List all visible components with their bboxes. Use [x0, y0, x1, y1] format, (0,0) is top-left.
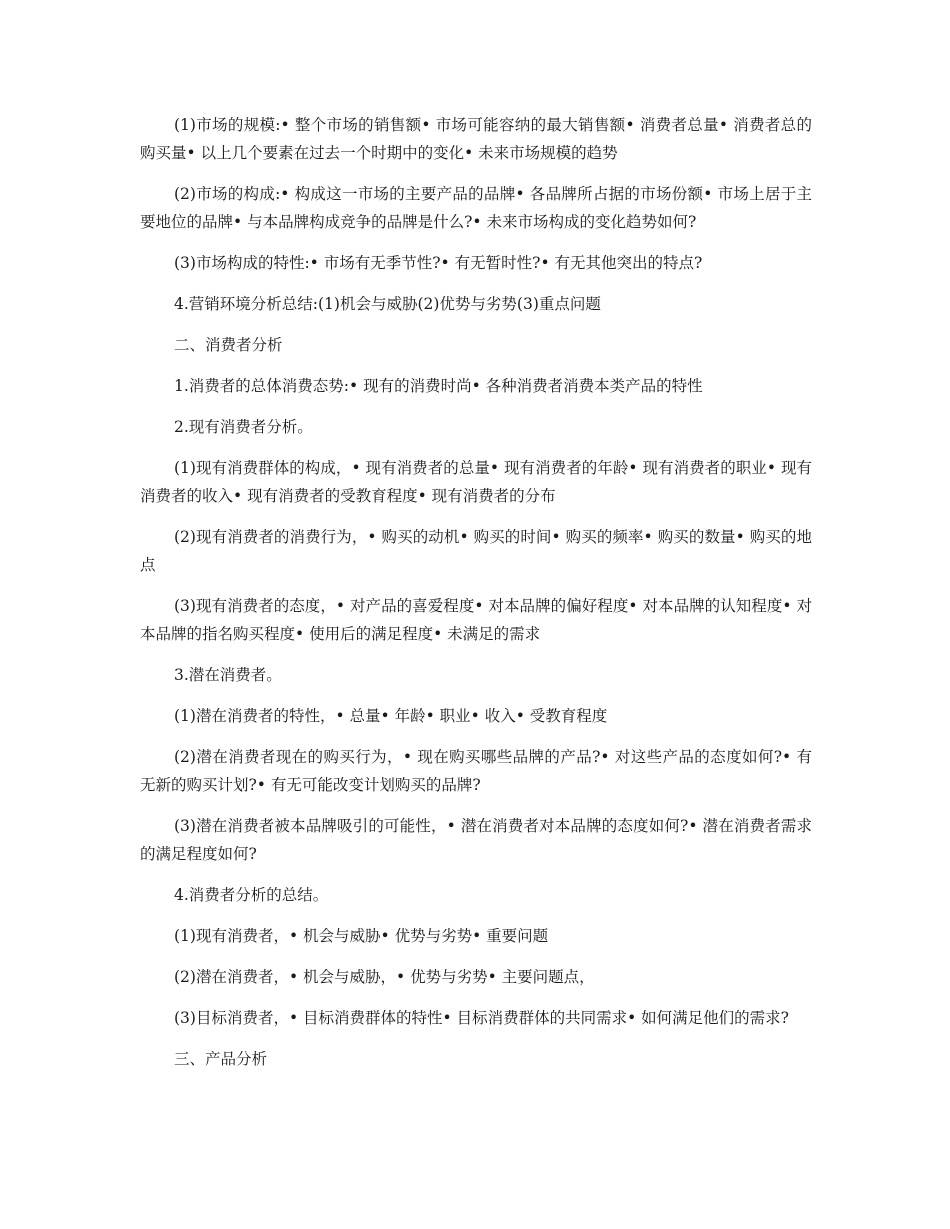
section-heading-product-analysis: 三、产品分析 [174, 1050, 268, 1068]
subheading-existing-consumers: 2.现有消费者分析。 [174, 418, 313, 436]
paragraph-summary-target: (3)目标消费者，• 目标消费群体的特性• 目标消费群体的共同需求• 如何满足他们的需求? [174, 1009, 789, 1027]
paragraph-market-scale: (1)市场的规模:• 整个市场的销售额• 市场可能容纳的最大销售额• 消费者总量• 消费者总的购买量• 以上几个要素在过去一个时期中的变化• 未来市场规模的趋势 [140, 116, 812, 162]
paragraph-overall-consumption-trend: 1.消费者的总体消费态势:• 现有的消费时尚• 各种消费者消费本类产品的特性 [174, 377, 703, 395]
paragraph-existing-consumption-behavior: (2)现有消费者的消费行为，• 购买的动机• 购买的时间• 购买的频率• 购买的数量• 购买的地点 [140, 528, 812, 574]
paragraph-market-composition: (2)市场的构成:• 构成这一市场的主要产品的品牌• 各品牌所占据的市场份额• 市场上居于主要地位的品牌• 与本品牌构成竞争的品牌是什么?• 未来市场构成的变化趋势如何? [140, 185, 812, 231]
section-heading-consumer-analysis: 二、消费者分析 [174, 336, 283, 354]
paragraph-market-characteristics: (3)市场构成的特性:• 市场有无季节性?• 有无暂时性?• 有无其他突出的特点? [174, 254, 703, 272]
paragraph-potential-purchase-behavior: (2)潜在消费者现在的购买行为，• 现在购买哪些品牌的产品?• 对这些产品的态度如何?• 有无新的购买计划?• 有无可能改变计划购买的品牌? [140, 748, 812, 794]
subheading-consumer-summary: 4.消费者分析的总结。 [174, 886, 329, 904]
subheading-potential-consumers: 3.潜在消费者。 [174, 666, 282, 684]
paragraph-existing-group-composition: (1)现有消费群体的构成，• 现有消费者的总量• 现有消费者的年龄• 现有消费者的职业• 现有消费者的收入• 现有消费者的受教育程度• 现有消费者的分布 [140, 459, 812, 505]
paragraph-summary-existing: (1)现有消费者，• 机会与威胁• 优势与劣势• 重要问题 [174, 927, 549, 945]
paragraph-existing-consumer-attitude: (3)现有消费者的态度，• 对产品的喜爱程度• 对本品牌的偏好程度• 对本品牌的认知程度• 对本品牌的指名购买程度• 使用后的满足程度• 未满足的需求 [140, 597, 812, 643]
paragraph-summary-potential: (2)潜在消费者，• 机会与威胁，• 优势与劣势• 主要问题点， [174, 968, 595, 986]
paragraph-environment-summary: 4.营销环境分析总结:(1)机会与威胁(2)优势与劣势(3)重点问题 [174, 295, 601, 313]
document-page [140, 111, 812, 1086]
paragraph-potential-attraction: (3)潜在消费者被本品牌吸引的可能性，• 潜在消费者对本品牌的态度如何?• 潜在消费者需求的满足程度如何? [140, 817, 812, 863]
paragraph-potential-characteristics: (1)潜在消费者的特性，• 总量• 年龄• 职业• 收入• 受教育程度 [174, 707, 608, 725]
